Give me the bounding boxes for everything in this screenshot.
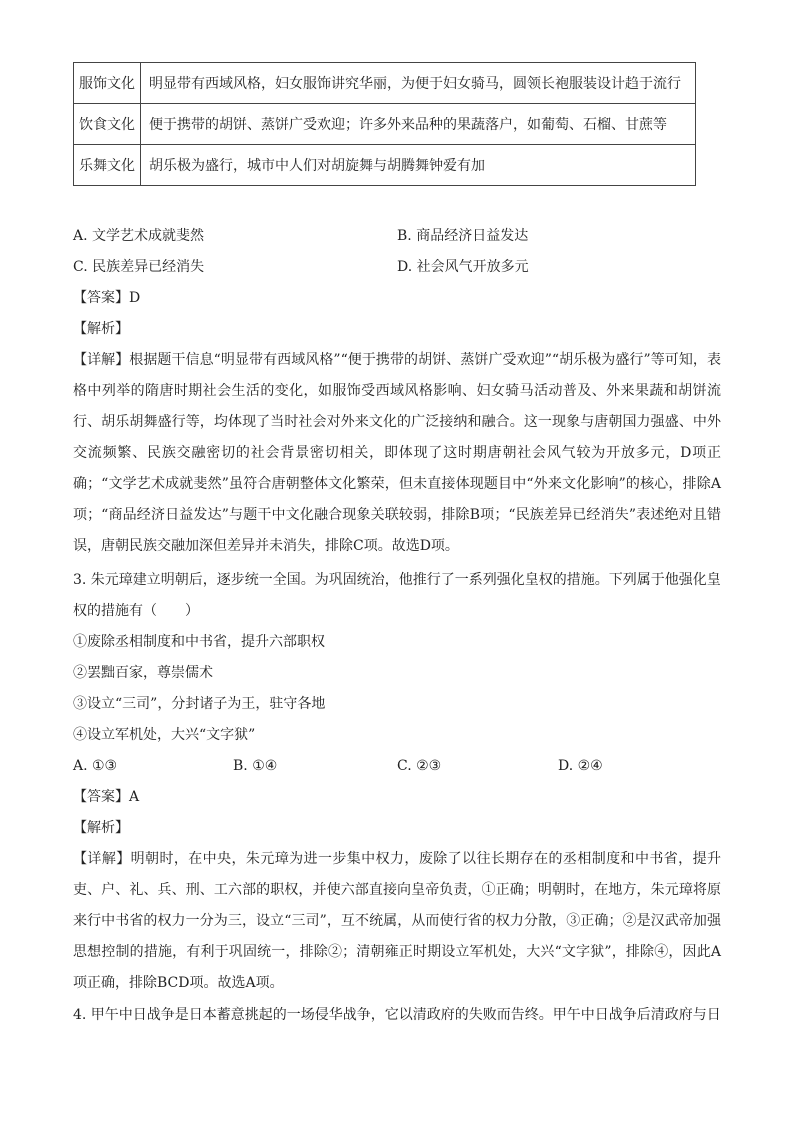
q3-answer: 【答案】A <box>73 789 140 805</box>
table-cell-category: 乐舞文化 <box>74 145 141 186</box>
q2-option-b: B. 商品经济日益发达 <box>397 228 529 244</box>
q2-detail-paragraph: 【详解】根据题干信息“明显带有西域风格”“便于携带的胡饼、蒸饼广受欢迎”“胡乐极为盛行”等可知，表格中列举的隋唐时期社会生活的变化，如服饰受西域风格影响、妇女骑马活动普及、外来果蔬和胡饼流行、胡乐胡舞盛行等，均体现了当时社会对外来文化的广泛接纳和融合。这一现象与唐朝国力强盛、中外交流频繁、民族交融密切的社会背景密切相关，即体现了这时期唐朝社会风气较为开放多元，D项正确；“文学艺术成就斐然”虽符合唐朝整体文化繁荣，但未直接体现题目中“外来文化影响”的核心，排除A项；“商品经济日益发达”与题干中文化融合现象关联较弱，排除B项；“民族差异已经消失”表述绝对且错误，唐朝民族交融加深但差异并未消失，排除C项。故选D项。 <box>73 352 721 554</box>
table-row <box>74 63 696 104</box>
table-cell-category: 服饰文化 <box>74 63 141 104</box>
q2-option-c: C. 民族差异已经消失 <box>73 259 205 275</box>
q3-item-3: ③设立“三司”，分封诸子为王，驻守各地 <box>73 696 326 712</box>
q3-analysis-heading: 【解析】 <box>73 820 129 836</box>
table-row <box>74 145 696 186</box>
q3-item-1: ①废除丞相制度和中书省，提升六部职权 <box>73 634 325 650</box>
table-cell-category: 饮食文化 <box>74 104 141 145</box>
q3-option-d: D. ②④ <box>558 758 603 774</box>
q3-option-b: B. ①④ <box>233 758 278 774</box>
q3-item-4: ④设立军机处，大兴“文字狱” <box>73 727 256 743</box>
q2-option-d: D. 社会风气开放多元 <box>397 259 529 275</box>
q3-option-a: A. ①③ <box>73 758 118 774</box>
table-cell-description: 明显带有西域风格，妇女服饰讲究华丽，为便于妇女骑马，圆领长袍服装设计趋于流行 <box>141 63 696 104</box>
q2-analysis-heading: 【解析】 <box>73 321 129 337</box>
table-cell-description: 便于携带的胡饼、蒸饼广受欢迎；许多外来品种的果蔬落户，如葡萄、石榴、甘蔗等 <box>141 104 696 145</box>
q2-answer: 【答案】D <box>73 290 141 306</box>
q3-detail-paragraph: 【详解】明朝时，在中央，朱元璋为进一步集中权力，废除了以往长期存在的丞相制度和中书省，提升吏、户、礼、兵、刑、工六部的职权，并使六部直接向皇帝负责，①正确；明朝时，在地方，朱元璋将原来行中书省的权力一分为三，设立“三司”，互不统属，从而使行省的权力分散，③正确；②是汉武帝加强思想控制的措施，有利于巩固统一，排除②；清朝雍正时期设立军机处，大兴“文字狱”，排除④，因此A项正确，排除BCD项。故选A项。 <box>73 851 721 991</box>
culture-table <box>73 62 696 186</box>
q3-stem-line1: 3. 朱元璋建立明朝后，逐步统一全国。为巩固统治，他推行了一系列强化皇权的措施。下列属于他强化皇 <box>73 572 721 588</box>
q3-option-c: C. ②③ <box>397 758 442 774</box>
q2-option-a: A. 文学艺术成就斐然 <box>73 228 205 244</box>
table-row <box>74 104 696 145</box>
q3-stem-line2: 权的措施有（ ） <box>73 603 199 619</box>
q4-stem-line1: 4. 甲午中日战争是日本蓄意挑起的一场侵华战争，它以清政府的失败而告终。甲午中日战争后清政府与日 <box>73 1007 721 1023</box>
table-cell-description: 胡乐极为盛行，城市中人们对胡旋舞与胡腾舞钟爱有加 <box>141 145 696 186</box>
q3-item-2: ②罢黜百家，尊崇儒术 <box>73 665 213 681</box>
